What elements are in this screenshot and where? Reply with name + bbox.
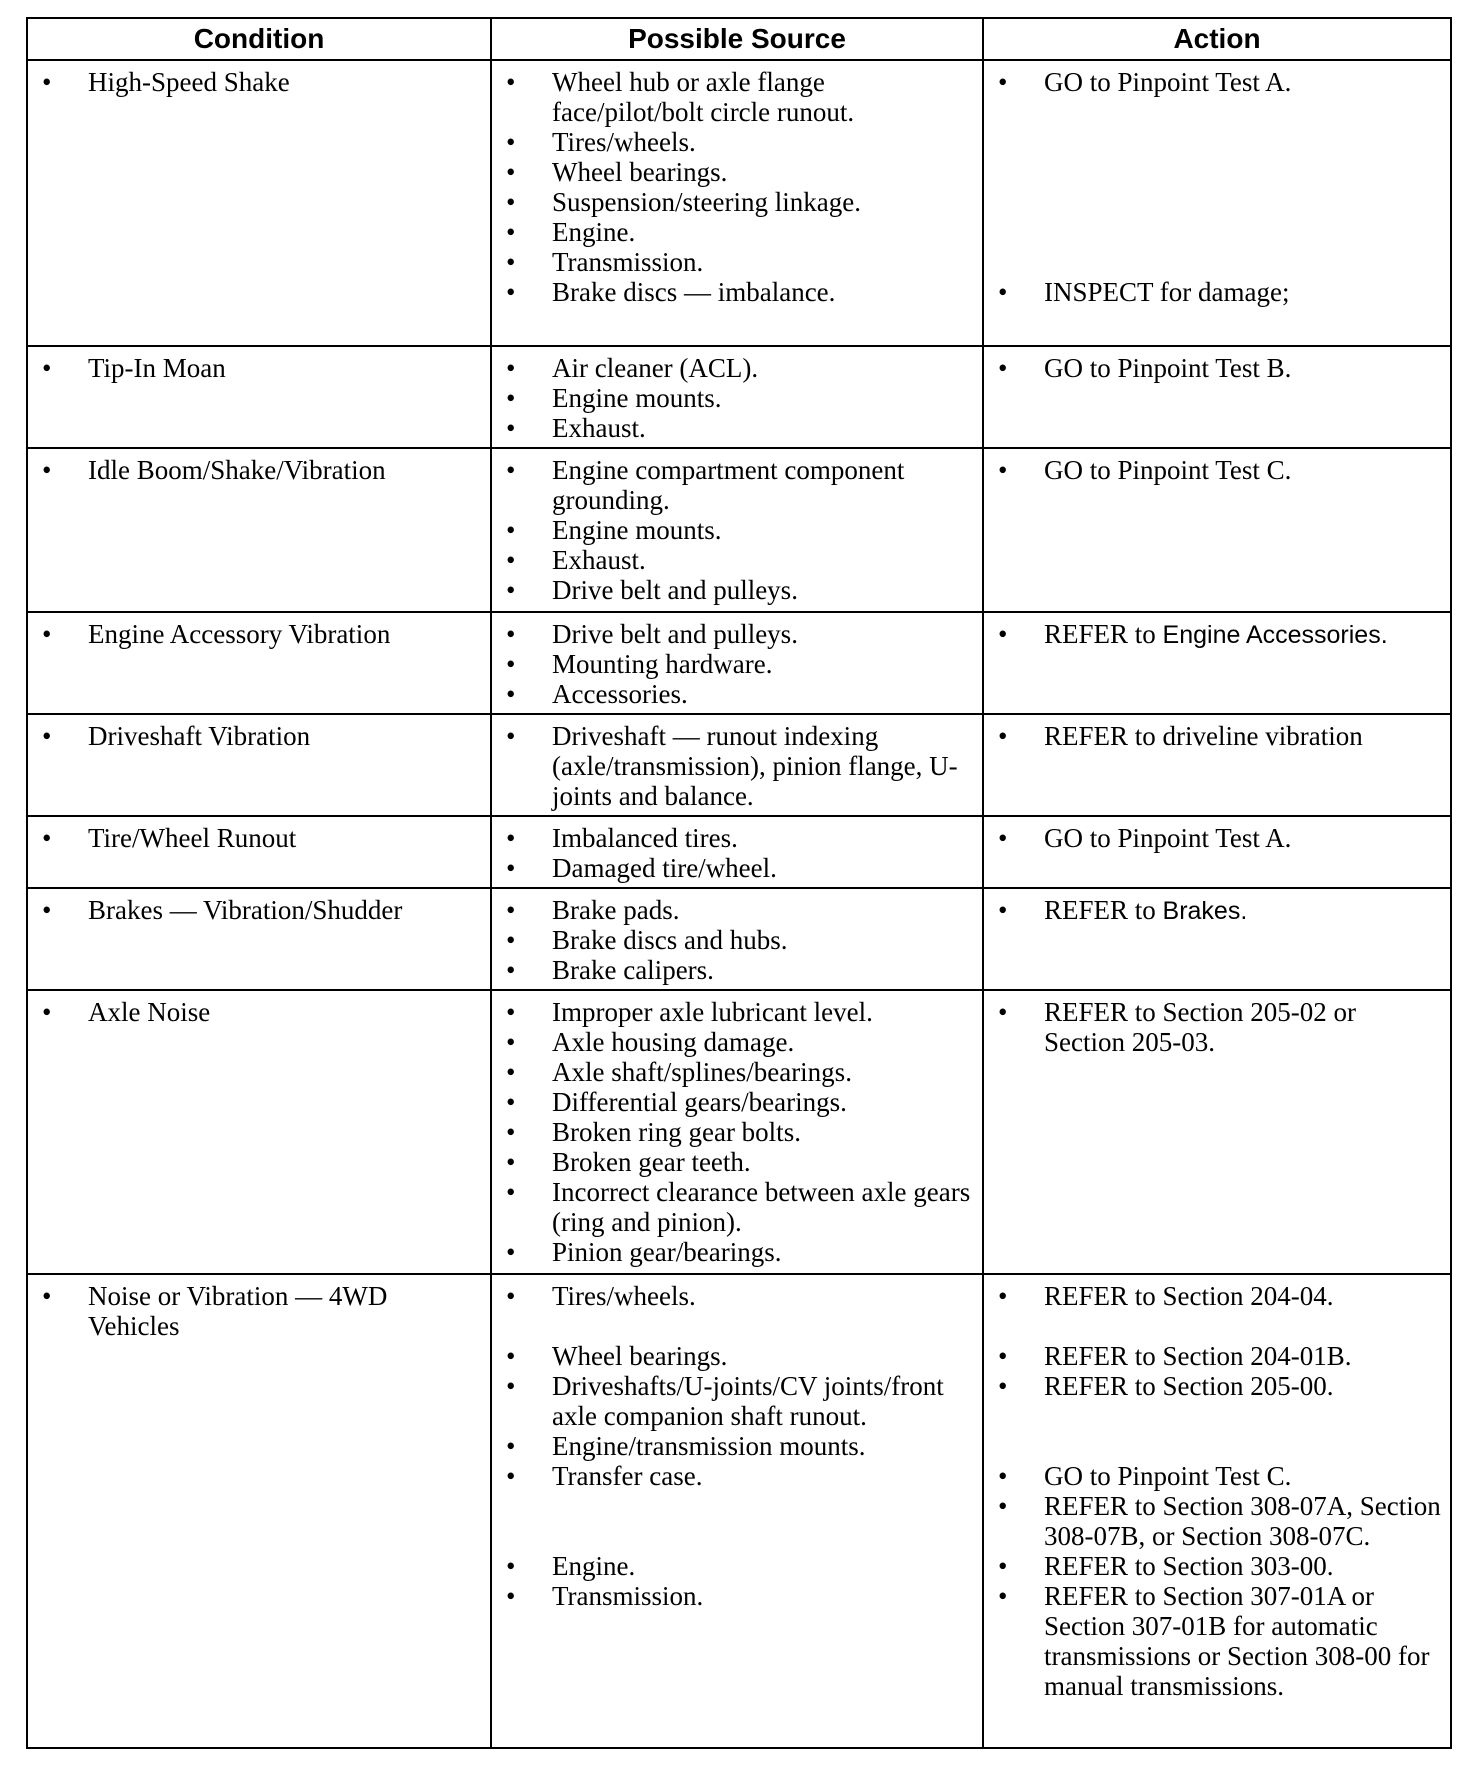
list-item: • Wheel bearings. xyxy=(500,1341,974,1371)
list-item: • Engine mounts. xyxy=(500,515,974,545)
refer-target: Engine Accessories. xyxy=(1162,621,1388,649)
source-cell xyxy=(491,448,983,612)
table-row xyxy=(27,612,1451,714)
table-row xyxy=(27,346,1451,448)
list-item: • Exhaust. xyxy=(500,545,974,575)
table-row xyxy=(27,714,1451,816)
list-item: • Broken gear teeth. xyxy=(500,1147,974,1177)
list-item: • Axle shaft/splines/bearings. xyxy=(500,1057,974,1087)
condition-cell xyxy=(27,990,491,1274)
list-item: • REFER to Section 205-02 or Section 205-03. xyxy=(992,997,1442,1057)
table-row xyxy=(27,60,1451,346)
list-item: • REFER to Section 204-01B. xyxy=(992,1341,1442,1371)
list-item xyxy=(992,895,1442,926)
list-item: • Engine compartment component grounding. xyxy=(500,455,974,515)
list-item: • GO to Pinpoint Test C. xyxy=(992,1461,1442,1491)
list-item: • Transmission. xyxy=(500,247,974,277)
header-possible-source: Possible Source xyxy=(491,18,983,60)
condition-cell xyxy=(27,1274,491,1748)
list-item: • Drive belt and pulleys. xyxy=(500,619,974,649)
list-item: • Engine/transmission mounts. xyxy=(500,1431,974,1461)
source-cell xyxy=(491,346,983,448)
list-item: • Broken ring gear bolts. xyxy=(500,1117,974,1147)
source-cell xyxy=(491,816,983,888)
condition-text: • Axle Noise xyxy=(36,997,482,1027)
list-item: • REFER to Section 205-00. xyxy=(992,1371,1442,1401)
table-row xyxy=(27,1274,1451,1748)
list-item: • Tires/wheels. xyxy=(500,127,974,157)
condition-cell xyxy=(27,346,491,448)
list-item: • INSPECT for damage; xyxy=(992,277,1442,307)
list-item: • Axle housing damage. xyxy=(500,1027,974,1057)
list-item: • Brake pads. xyxy=(500,895,974,925)
list-item: • Brake calipers. xyxy=(500,955,974,985)
list-item: • Suspension/steering linkage. xyxy=(500,187,974,217)
condition-cell xyxy=(27,448,491,612)
list-item: • GO to Pinpoint Test A. xyxy=(992,67,1442,97)
action-cell xyxy=(983,60,1451,346)
list-item: • GO to Pinpoint Test B. xyxy=(992,353,1442,383)
condition-cell xyxy=(27,612,491,714)
action-cell xyxy=(983,346,1451,448)
list-item: • Exhaust. xyxy=(500,413,974,443)
list-item: • Engine. xyxy=(500,217,974,247)
list-item: • Wheel hub or axle flange face/pilot/bolt circle runout. xyxy=(500,67,974,127)
condition-text: • Engine Accessory Vibration xyxy=(36,619,482,649)
source-cell xyxy=(491,990,983,1274)
condition-text: • Tire/Wheel Runout xyxy=(36,823,482,853)
list-item: • REFER to Section 303-00. xyxy=(992,1551,1442,1581)
header-condition: Condition xyxy=(27,18,491,60)
list-item: • Incorrect clearance between axle gears (ring and pinion). xyxy=(500,1177,974,1237)
list-item: • Damaged tire/wheel. xyxy=(500,853,974,883)
list-item: • Driveshaft — runout indexing (axle/transmission), pinion flange, U-joints and balance. xyxy=(500,721,974,811)
list-item: • REFER to Section 307-01A or Section 307-01B for automatic transmissions or Section 308-00 for manual transmissions. xyxy=(992,1581,1442,1701)
source-cell xyxy=(491,1274,983,1748)
list-item: • Pinion gear/bearings. xyxy=(500,1237,974,1267)
list-item: • Engine mounts. xyxy=(500,383,974,413)
source-cell xyxy=(491,714,983,816)
action-cell xyxy=(983,448,1451,612)
action-cell xyxy=(983,990,1451,1274)
source-cell xyxy=(491,60,983,346)
condition-text: • Tip-In Moan xyxy=(36,353,482,383)
list-item: • Mounting hardware. xyxy=(500,649,974,679)
list-item: • Brake discs and hubs. xyxy=(500,925,974,955)
condition-text: • Noise or Vibration — 4WD Vehicles xyxy=(36,1281,482,1341)
action-cell xyxy=(983,1274,1451,1748)
refer-target: Brakes. xyxy=(1162,897,1248,925)
list-item: • REFER to driveline vibration xyxy=(992,721,1442,751)
diagnosis-table xyxy=(26,17,1452,1749)
action-cell xyxy=(983,612,1451,714)
condition-text: • Driveshaft Vibration xyxy=(36,721,482,751)
condition-text: • High-Speed Shake xyxy=(36,67,482,97)
list-item: • Air cleaner (ACL). xyxy=(500,353,974,383)
list-item: • Transmission. xyxy=(500,1581,974,1611)
list-item: • REFER to Section 308-07A, Section 308-07B, or Section 308-07C. xyxy=(992,1491,1442,1551)
table-row xyxy=(27,888,1451,990)
condition-cell xyxy=(27,816,491,888)
list-item: • Wheel bearings. xyxy=(500,157,974,187)
source-cell xyxy=(491,612,983,714)
list-item: • GO to Pinpoint Test C. xyxy=(992,455,1442,485)
list-item: • REFER to Section 204-04. xyxy=(992,1281,1442,1311)
action-cell xyxy=(983,888,1451,990)
condition-cell xyxy=(27,60,491,346)
list-item: • Transfer case. xyxy=(500,1461,974,1491)
refer-prefix: REFER to xyxy=(1044,895,1156,925)
list-item: • Improper axle lubricant level. xyxy=(500,997,974,1027)
list-item: • GO to Pinpoint Test A. xyxy=(992,823,1442,853)
source-cell xyxy=(491,888,983,990)
table-row xyxy=(27,990,1451,1274)
condition-cell xyxy=(27,888,491,990)
list-item: • Brake discs — imbalance. xyxy=(500,277,974,307)
list-item: • Accessories. xyxy=(500,679,974,709)
list-item: • Drive belt and pulleys. xyxy=(500,575,974,605)
list-item: • Differential gears/bearings. xyxy=(500,1087,974,1117)
action-cell xyxy=(983,816,1451,888)
header-row xyxy=(27,18,1451,60)
list-item: • Tires/wheels. xyxy=(500,1281,974,1311)
condition-text: • Idle Boom/Shake/Vibration xyxy=(36,455,482,485)
header-action: Action xyxy=(983,18,1451,60)
table-row xyxy=(27,448,1451,612)
list-item: • Engine. xyxy=(500,1551,974,1581)
condition-text: • Brakes — Vibration/Shudder xyxy=(36,895,482,925)
list-item xyxy=(992,619,1442,650)
table-row xyxy=(27,816,1451,888)
action-cell xyxy=(983,714,1451,816)
condition-cell xyxy=(27,714,491,816)
list-item: • Driveshafts/U-joints/CV joints/front axle companion shaft runout. xyxy=(500,1371,974,1431)
list-item: • Imbalanced tires. xyxy=(500,823,974,853)
refer-prefix: REFER to xyxy=(1044,619,1156,649)
